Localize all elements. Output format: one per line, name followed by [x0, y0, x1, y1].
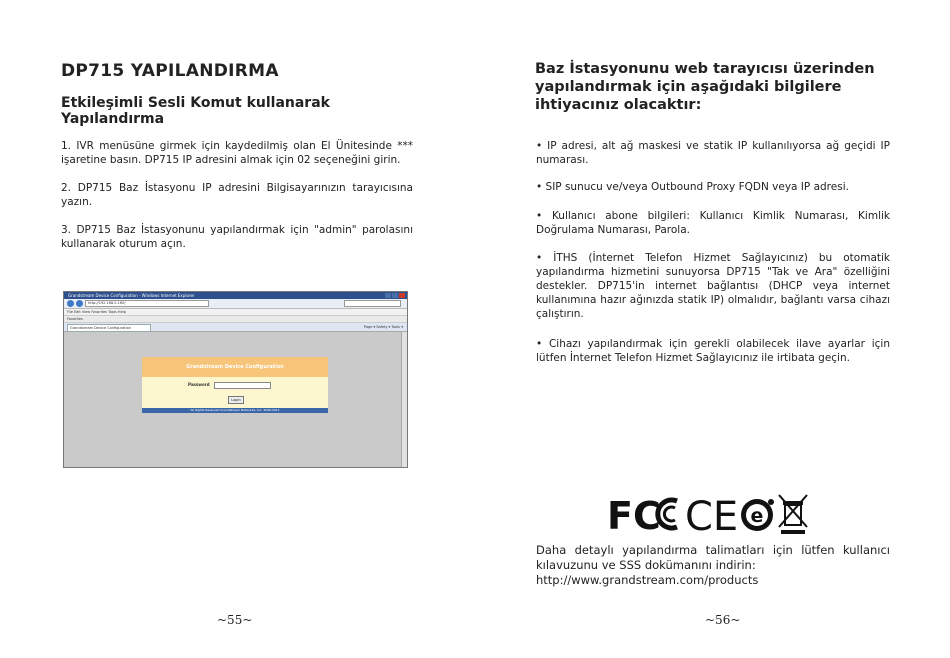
login-panel-body [142, 377, 328, 408]
svg-text:e: e [750, 505, 764, 527]
password-field [214, 382, 271, 389]
password-label: Password [188, 382, 210, 387]
right-page [475, 0, 950, 658]
browser-toolbar: Page ▾ Safety ▾ Tools ▾ [363, 325, 403, 329]
login-panel-title: Grandstream Device Configuration [142, 357, 328, 377]
ce-mark-icon [685, 494, 738, 535]
weee-bin-icon [779, 495, 807, 534]
close-icon [399, 293, 405, 298]
svg-text:FC: FC [607, 494, 661, 535]
browser-window-title: Grandstream Device Configuration - Windows Internet Explorer [68, 293, 195, 298]
browser-title-bar [64, 292, 407, 299]
browser-tab: Grandstream Device Configuration [67, 324, 151, 332]
closing-text: Daha detaylı yapılandırma talimatları için lütfen kullanıcı kılavuzunu ve SSS dokümanını indirin: [536, 543, 890, 572]
address-field: http://192.168.0.160/ [85, 300, 209, 307]
browser-menu-bar: File Edit View Favorites Tools Help [64, 309, 407, 316]
fcc-logo-icon [607, 494, 677, 535]
step-2-text: 2. DP715 Baz İstasyonu IP adresini Bilgisayarınızın tarayıcısına yazın. [61, 182, 413, 208]
browser-search-field [344, 300, 401, 307]
browser-tab-bar [64, 323, 407, 332]
forward-icon [76, 300, 83, 307]
step-1-text: 1. IVR menüsüne girmek için kaydedilmiş olan El Ünitesinde *** işaretine basın. DP715 IP adresini almak için 02 seçeneğini girin. [61, 140, 413, 166]
browser-scrollbar [401, 332, 407, 467]
page-title: DP715 YAPILANDIRMA [61, 61, 279, 81]
login-button: Login [228, 396, 244, 404]
bullet-plug-and-call: • İTHS (İnternet Telefon Hizmet Sağlayıcınız) bu otomatik yapılandırma hizmetini sunuyorsa DP715 "Tak ve Ara" özelliğini destekler. DP715'in internet bağlantısı (DHCP veya internet kullanımına hazır ağınızda statik IP) olmalıdır, bağlantı varsa cihazı çalıştırın. [536, 252, 890, 320]
bullet-sip-server: • SIP sunucu ve/veya Outbound Proxy FQDN veya IP adresi. [536, 181, 849, 193]
minimize-icon [385, 293, 391, 298]
page-number-left: ~55~ [217, 613, 253, 627]
step-3-text: 3. DP715 Baz İstasyonunu yapılandırmak için "admin" parolasını kullanarak oturum açın. [61, 224, 413, 250]
page-number-right: ~56~ [705, 613, 741, 627]
browser-address-bar [64, 299, 407, 309]
browser-screenshot [63, 291, 408, 468]
favorites-bar: Favorites [64, 316, 407, 323]
browser-viewport [64, 332, 407, 467]
rohs-e-logo-icon [741, 499, 774, 531]
download-instructions [536, 543, 890, 588]
bullet-contact-provider: • Cihazı yapılandırmak için gerekli olabilecek ilave ayarlar için lütfen İnternet Telefon Hizmet Sağlayıcınız ile irtibata geçin. [536, 338, 890, 364]
window-controls [385, 293, 405, 298]
section-subtitle: Etkileşimli Sesli Komut kullanarak Yapılandırma [61, 95, 330, 127]
login-panel [142, 357, 328, 413]
bullet-ip-address: • IP adresi, alt ağ maskesi ve statik IP kullanılıyorsa ağ geçidi IP numarası. [536, 140, 890, 166]
svg-text:CE: CE [685, 494, 739, 535]
products-url: http://www.grandstream.com/products [536, 573, 759, 587]
requirements-title: Baz İstasyonunu web tarayıcısı üzerinden yapılandırmak için aşağıdaki bilgilere ihtiyacınız olacaktır: [535, 61, 875, 113]
bullet-subscriber-info: • Kullanıcı abone bilgileri: Kullanıcı Kimlik Numarası, Kimlik Doğrulama Numarası, Parola. [536, 210, 890, 236]
login-panel-footer: All Rights Reserved Grandstream Networks, Inc. 2006-2011 [142, 408, 328, 413]
back-icon [67, 300, 74, 307]
maximize-icon [392, 293, 398, 298]
certification-logos [607, 493, 817, 535]
